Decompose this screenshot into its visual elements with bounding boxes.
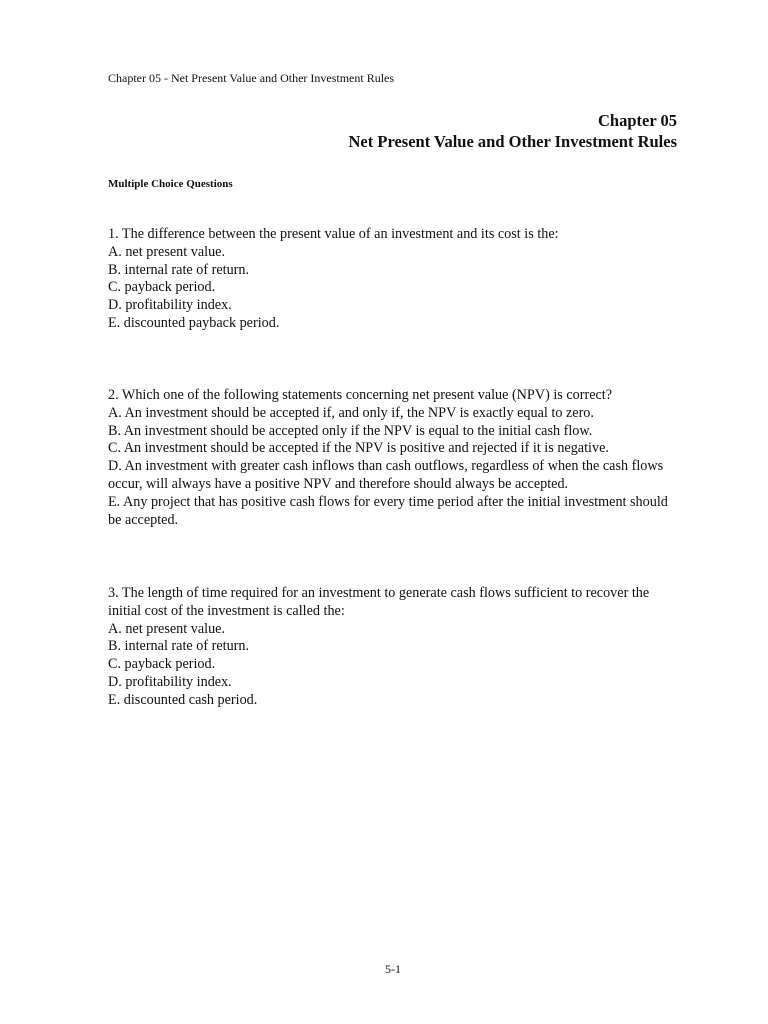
answer-option: C. payback period. bbox=[108, 279, 216, 296]
section-heading: Multiple Choice Questions bbox=[108, 178, 233, 190]
question-stem: 3. The length of time required for an investment to generate cash flows sufficient to recover the initial cost of the investment is called the: bbox=[108, 585, 650, 619]
chapter-title: Chapter 05 bbox=[598, 111, 677, 130]
running-header: Chapter 05 - Net Present Value and Other Investment Rules bbox=[108, 71, 395, 85]
answer-option: D. profitability index. bbox=[108, 297, 232, 314]
page-number: 5-1 bbox=[385, 962, 401, 976]
answer-option: B. internal rate of return. bbox=[108, 638, 250, 655]
question-3 bbox=[108, 585, 676, 710]
answer-option: E. Any project that has positive cash flows for every time period after the initial investment should be accepted. bbox=[108, 493, 668, 528]
question-1 bbox=[108, 226, 676, 333]
answer-option: D. An investment with greater cash inflows than cash outflows, regardless of when the cash flows occur, will always have a positive NPV and therefore should always be accepted. bbox=[108, 458, 664, 492]
question-stem: 1. The difference between the present value of an investment and its cost is the: bbox=[108, 226, 559, 242]
answer-option: C. An investment should be accepted if the NPV is positive and rejected if it is negative. bbox=[108, 440, 609, 457]
answer-option: C. payback period. bbox=[108, 656, 216, 673]
answer-option: A. An investment should be accepted if, and only if, the NPV is exactly equal to zero. bbox=[108, 404, 594, 421]
answer-option: B. internal rate of return. bbox=[108, 261, 250, 278]
chapter-subtitle: Net Present Value and Other Investment Rules bbox=[348, 132, 677, 151]
answer-option: A. net present value. bbox=[108, 620, 226, 637]
answer-option: E. discounted payback period. bbox=[108, 314, 280, 331]
title-block bbox=[349, 110, 677, 152]
answer-option: E. discounted cash period. bbox=[108, 691, 258, 708]
question-stem: 2. Which one of the following statements concerning net present value (NPV) is correct? bbox=[108, 387, 613, 403]
question-2 bbox=[108, 387, 676, 529]
answer-option: D. profitability index. bbox=[108, 673, 232, 690]
answer-option: B. An investment should be accepted only if the NPV is equal to the initial cash flow. bbox=[108, 422, 593, 439]
answer-option: A. net present value. bbox=[108, 243, 226, 260]
